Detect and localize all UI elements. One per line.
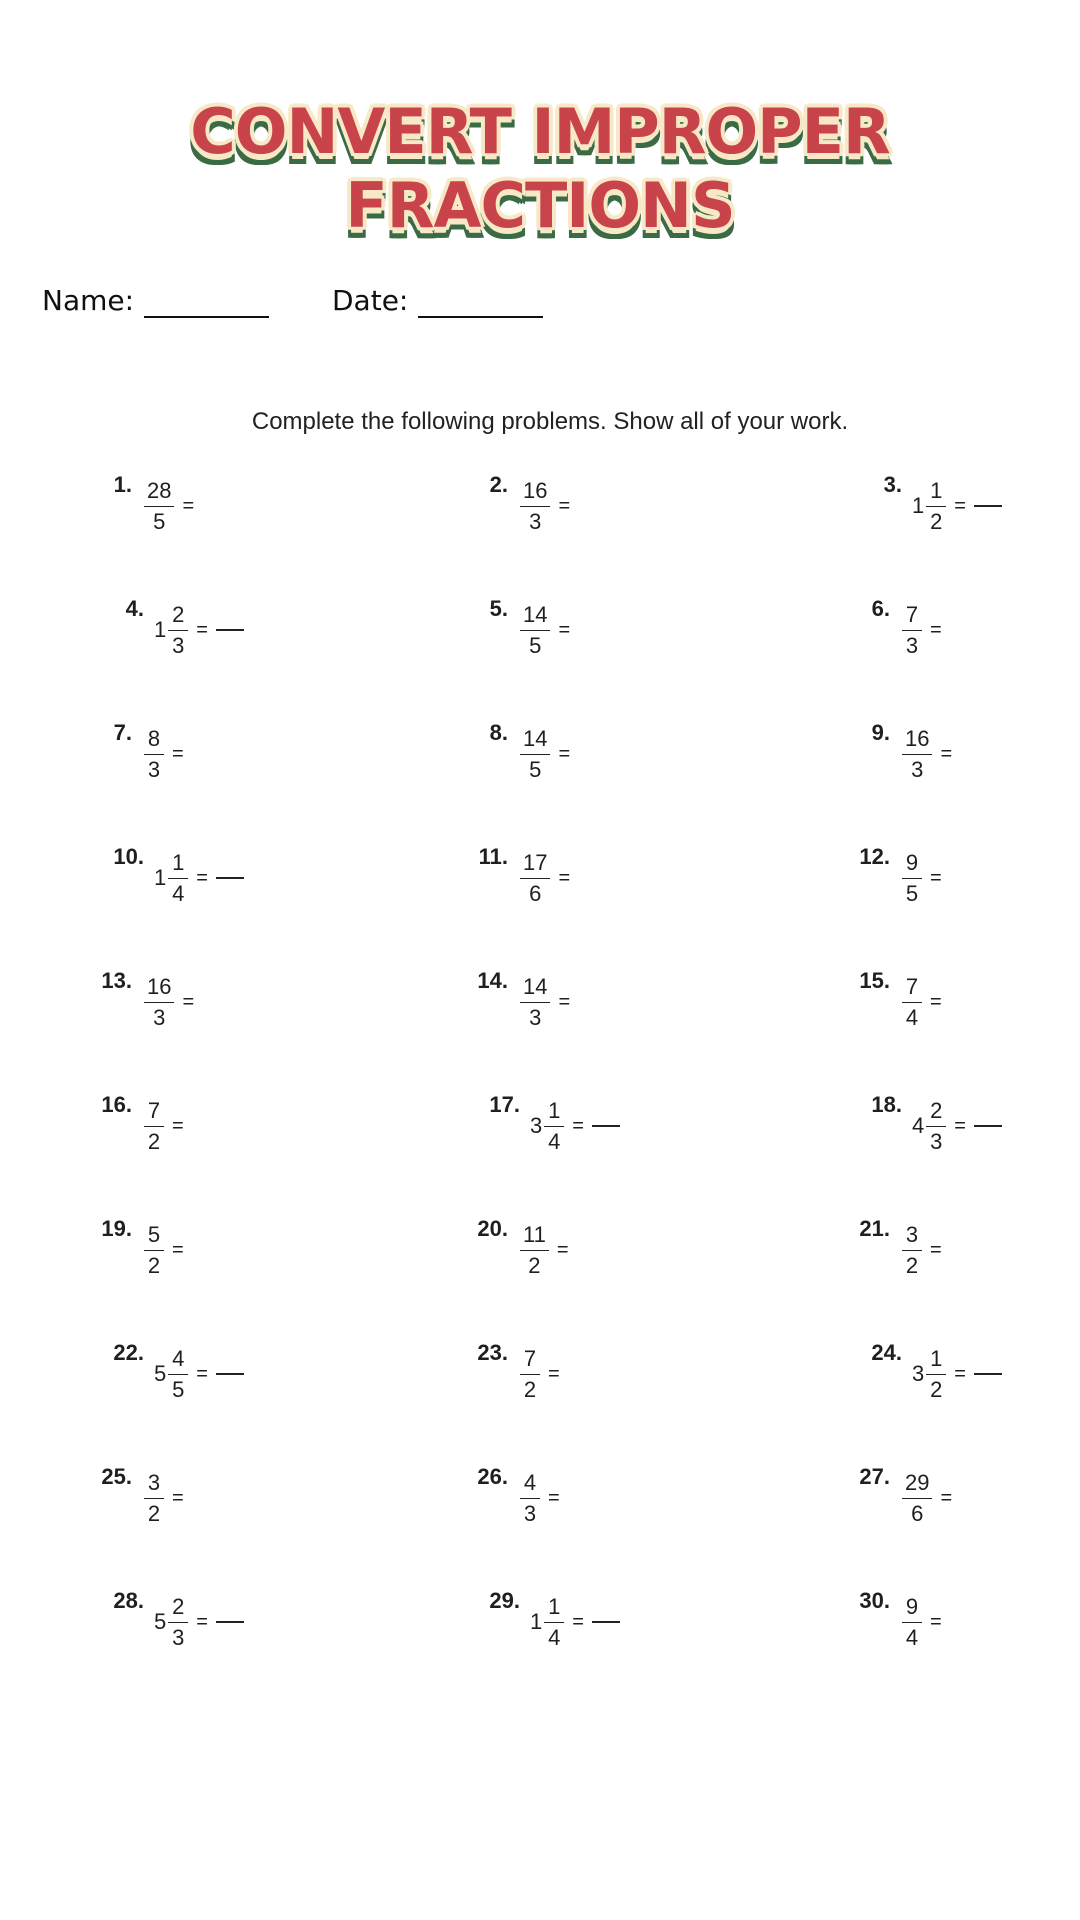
numerator: 1 (544, 1592, 564, 1623)
problem-number: 21. (859, 1216, 890, 1241)
fraction-expression (142, 1458, 184, 1538)
fraction-expression (530, 1086, 620, 1166)
problem-number: 28. (113, 1588, 144, 1613)
numerator: 4 (168, 1344, 188, 1375)
numerator: 29 (902, 1468, 932, 1499)
problem-number: 24. (871, 1340, 902, 1365)
numerator: 9 (902, 848, 922, 879)
denominator: 2 (930, 508, 943, 534)
equals-sign: = (558, 990, 571, 1013)
fraction-expression (142, 962, 194, 1042)
denominator: 2 (147, 1128, 161, 1154)
equals-sign: = (940, 1486, 953, 1509)
denominator: 3 (911, 756, 924, 782)
fraction (900, 1592, 924, 1653)
fraction-expression (900, 1458, 952, 1538)
fraction-expression (912, 1334, 1002, 1414)
equals-sign: = (930, 866, 942, 889)
fraction-expression (912, 1086, 1002, 1166)
whole-number: 5 (154, 1609, 167, 1634)
numerator: 2 (168, 600, 188, 631)
equals-sign: = (558, 494, 571, 517)
denominator: 5 (529, 756, 542, 782)
numerator: 14 (520, 724, 550, 755)
problem-number: 20. (477, 1216, 508, 1241)
denominator: 2 (147, 1252, 161, 1278)
equals-sign: = (196, 866, 208, 889)
numerator: 1 (926, 476, 946, 507)
problem-number: 8. (489, 720, 508, 745)
problem-number: 13. (101, 968, 132, 993)
equals-sign: = (930, 990, 942, 1013)
fraction-expression (900, 1210, 942, 1290)
fraction-expression (518, 962, 570, 1042)
equals-sign: = (196, 618, 208, 641)
fraction-expression (900, 590, 942, 670)
fraction (900, 724, 934, 785)
numerator: 7 (144, 1096, 164, 1127)
fraction (542, 1096, 566, 1157)
denominator: 3 (172, 632, 185, 658)
fraction-expression (142, 714, 184, 794)
problem-number: 15. (859, 968, 890, 993)
problem-number: 6. (871, 596, 890, 621)
equals-sign: = (172, 1114, 184, 1137)
numerator: 1 (926, 1344, 946, 1375)
fraction (142, 724, 166, 785)
equals-sign: = (930, 1610, 942, 1633)
problem-number: 16. (101, 1092, 132, 1117)
answer-blank[interactable] (216, 1373, 244, 1375)
answer-blank[interactable] (216, 877, 244, 879)
fraction-expression (142, 1086, 184, 1166)
numerator: 1 (168, 848, 188, 879)
numerator: 7 (902, 972, 922, 1003)
fraction (142, 1096, 166, 1157)
fraction (900, 848, 924, 909)
fraction-expression (900, 962, 942, 1042)
fraction (518, 1344, 542, 1405)
fraction-expression (154, 1582, 244, 1662)
equals-sign: = (172, 1486, 184, 1509)
name-label: Name: (42, 284, 135, 317)
date-field (332, 284, 543, 318)
fraction (900, 972, 924, 1033)
instructions: Complete the following problems. Show all of your work. (251, 408, 849, 435)
fraction-expression (154, 1334, 244, 1414)
title-line-1: CONVERT IMPROPER (190, 95, 890, 168)
denominator: 3 (930, 1128, 943, 1154)
fraction-expression (900, 714, 952, 794)
equals-sign: = (954, 494, 966, 517)
fraction (518, 972, 552, 1033)
numerator: 1 (544, 1096, 564, 1127)
whole-number: 3 (530, 1113, 543, 1138)
fraction (166, 1344, 190, 1405)
fraction (518, 724, 552, 785)
fraction (924, 1096, 948, 1157)
problem-number: 12. (859, 844, 890, 869)
numerator: 2 (926, 1096, 946, 1127)
fraction (518, 848, 552, 909)
date-label: Date: (332, 284, 409, 317)
answer-blank[interactable] (592, 1125, 620, 1127)
fraction-expression (142, 466, 194, 546)
fraction-expression (142, 1210, 184, 1290)
denominator: 3 (147, 756, 161, 782)
name-blank-line[interactable] (144, 316, 269, 318)
equals-sign: = (172, 1238, 184, 1261)
fraction (518, 476, 552, 537)
fraction (900, 1220, 924, 1281)
fraction (518, 600, 552, 661)
answer-blank[interactable] (974, 505, 1002, 507)
numerator: 9 (902, 1592, 922, 1623)
fraction (166, 1592, 190, 1653)
equals-sign: = (172, 742, 184, 765)
numerator: 14 (520, 600, 550, 631)
numerator: 7 (902, 600, 922, 631)
fraction-expression (900, 838, 942, 918)
denominator: 3 (905, 632, 919, 658)
equals-sign: = (954, 1114, 966, 1137)
problem-number: 11. (478, 844, 508, 869)
numerator: 4 (520, 1468, 540, 1499)
equals-sign: = (558, 618, 571, 641)
denominator: 2 (528, 1252, 541, 1278)
numerator: 3 (144, 1468, 164, 1499)
equals-sign: = (196, 1362, 208, 1385)
numerator: 3 (902, 1220, 922, 1251)
numerator: 8 (144, 724, 164, 755)
denominator: 2 (147, 1500, 161, 1526)
fraction (142, 1468, 166, 1529)
fraction-expression (518, 1210, 569, 1290)
problem-number: 26. (477, 1464, 508, 1489)
answer-blank[interactable] (592, 1621, 620, 1623)
equals-sign: = (548, 1486, 560, 1509)
problem-number: 29. (489, 1588, 520, 1613)
fraction (900, 600, 924, 661)
equals-sign: = (930, 618, 942, 641)
problem-number: 9. (871, 720, 890, 745)
numerator: 16 (520, 476, 550, 507)
denominator: 4 (548, 1624, 561, 1650)
fraction-expression (518, 1334, 560, 1414)
equals-sign: = (954, 1362, 966, 1385)
problem-number: 27. (859, 1464, 890, 1489)
fraction (166, 848, 190, 909)
numerator: 5 (144, 1220, 164, 1251)
fraction-expression (518, 714, 570, 794)
fraction-expression (518, 1458, 560, 1538)
fraction (142, 476, 176, 537)
problem-number: 18. (871, 1092, 902, 1117)
equals-sign: = (182, 990, 195, 1013)
problem-number: 1. (113, 472, 132, 497)
fraction (924, 1344, 948, 1405)
denominator: 3 (529, 508, 542, 534)
denominator: 2 (930, 1376, 943, 1402)
numerator: 17 (520, 848, 550, 879)
problem-number: 19. (101, 1216, 132, 1241)
whole-number: 1 (530, 1609, 543, 1634)
denominator: 3 (153, 1004, 166, 1030)
denominator: 3 (523, 1500, 537, 1526)
fraction (900, 1468, 934, 1529)
title-line-2: FRACTIONS (345, 169, 735, 242)
fraction-expression (154, 838, 244, 918)
denominator: 3 (172, 1624, 185, 1650)
fraction-expression (518, 590, 570, 670)
problem-number: 22. (113, 1340, 144, 1365)
fraction-expression (900, 1582, 942, 1662)
denominator: 3 (529, 1004, 542, 1030)
answer-blank[interactable] (974, 1373, 1002, 1375)
denominator: 5 (172, 1376, 185, 1402)
numerator: 11 (520, 1220, 549, 1251)
numerator: 28 (144, 476, 174, 507)
problem-number: 23. (477, 1340, 508, 1365)
problem-number: 10. (113, 844, 144, 869)
problem-number: 17. (489, 1092, 520, 1117)
fraction-expression (518, 838, 570, 918)
equals-sign: = (556, 1238, 569, 1261)
fraction-expression (912, 466, 1002, 546)
fraction (924, 476, 948, 537)
fraction (542, 1592, 566, 1653)
denominator: 6 (911, 1500, 924, 1526)
denominator: 4 (172, 880, 185, 906)
numerator: 16 (144, 972, 174, 1003)
denominator: 4 (905, 1624, 919, 1650)
answer-blank[interactable] (216, 1621, 244, 1623)
denominator: 2 (905, 1252, 919, 1278)
denominator: 4 (548, 1128, 561, 1154)
fraction-expression (518, 466, 570, 546)
denominator: 5 (153, 508, 166, 534)
whole-number: 5 (154, 1361, 167, 1386)
equals-sign: = (558, 866, 571, 889)
fraction-expression (530, 1582, 620, 1662)
equals-sign: = (548, 1362, 560, 1385)
worksheet-title (0, 95, 1080, 243)
problem-number: 14. (477, 968, 508, 993)
equals-sign: = (558, 742, 571, 765)
equals-sign: = (182, 494, 195, 517)
denominator: 4 (905, 1004, 919, 1030)
problem-number: 2. (489, 472, 508, 497)
whole-number: 1 (154, 865, 167, 890)
numerator: 16 (902, 724, 932, 755)
equals-sign: = (930, 1238, 942, 1261)
problem-number: 25. (101, 1464, 132, 1489)
denominator: 2 (523, 1376, 537, 1402)
denominator: 5 (905, 880, 919, 906)
fraction (166, 600, 190, 661)
whole-number: 1 (912, 493, 925, 518)
equals-sign: = (940, 742, 953, 765)
answer-blank[interactable] (974, 1125, 1002, 1127)
name-field (42, 284, 269, 318)
problem-number: 4. (125, 596, 144, 621)
whole-number: 1 (154, 617, 167, 642)
fraction (142, 1220, 166, 1281)
denominator: 5 (529, 632, 542, 658)
fraction-expression (154, 590, 244, 670)
equals-sign: = (572, 1610, 584, 1633)
whole-number: 4 (912, 1113, 925, 1138)
problem-number: 7. (113, 720, 132, 745)
fraction (518, 1468, 542, 1529)
fraction (518, 1220, 551, 1281)
equals-sign: = (572, 1114, 584, 1137)
problem-number: 5. (489, 596, 508, 621)
numerator: 14 (520, 972, 550, 1003)
numerator: 7 (520, 1344, 540, 1375)
problem-number: 30. (859, 1588, 890, 1613)
equals-sign: = (196, 1610, 208, 1633)
numerator: 2 (168, 1592, 188, 1623)
answer-blank[interactable] (216, 629, 244, 631)
denominator: 6 (529, 880, 542, 906)
fraction (142, 972, 176, 1033)
date-blank-line[interactable] (418, 316, 543, 318)
problem-number: 3. (883, 472, 902, 497)
whole-number: 3 (912, 1361, 925, 1386)
